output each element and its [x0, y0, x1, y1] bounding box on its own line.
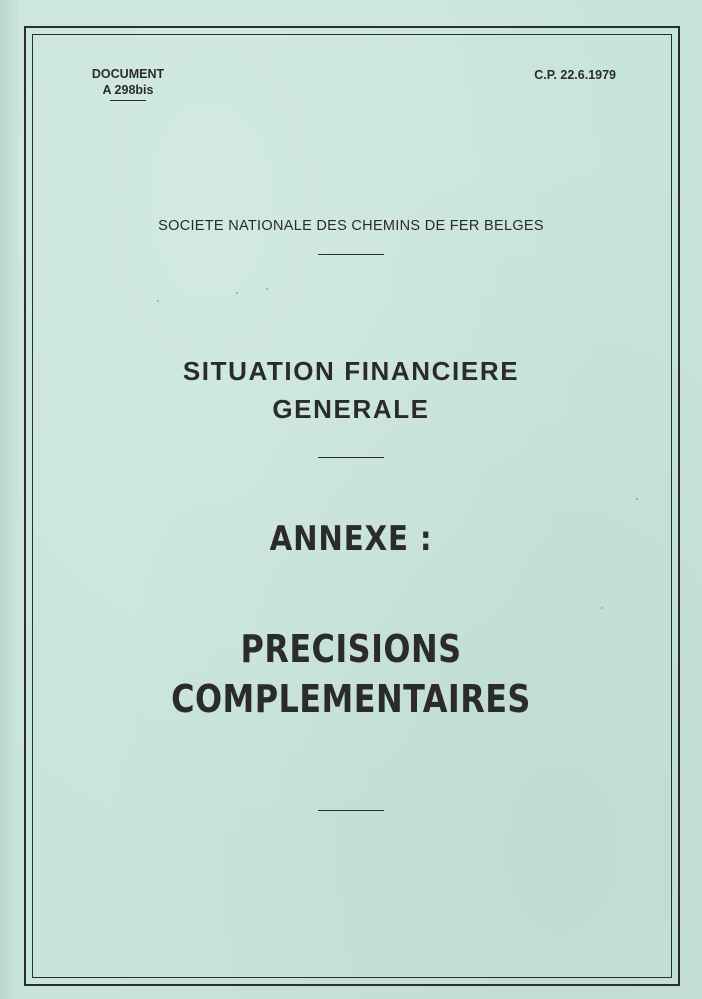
paper-speck — [236, 292, 238, 294]
cp-date-reference: C.P. 22.6.1979 — [534, 68, 616, 82]
annex-subtitle — [56, 624, 646, 724]
divider-rule — [318, 457, 384, 458]
paper-speck — [157, 300, 159, 302]
page-edge-shadow — [0, 0, 18, 999]
document-title — [0, 352, 702, 428]
organization-name: SOCIETE NATIONALE DES CHEMINS DE FER BELGES — [158, 218, 544, 234]
paper-speck — [266, 288, 268, 290]
document-number: A 298bis — [102, 83, 154, 97]
paper-speck — [636, 498, 638, 500]
subtitle-line-1: PRECISIONS — [240, 627, 462, 671]
inner-border-frame — [32, 34, 672, 978]
document-number-underline — [110, 100, 146, 101]
document-label: DOCUMENT — [91, 67, 165, 81]
annex-heading: ANNEXE : — [269, 519, 433, 559]
title-line-2: GENERALE — [272, 394, 430, 424]
title-line-1: SITUATION FINANCIERE — [182, 356, 520, 386]
divider-rule — [318, 254, 384, 255]
paper-speck — [601, 607, 603, 609]
subtitle-line-2: COMPLEMENTAIRES — [171, 677, 531, 721]
divider-rule — [318, 810, 384, 811]
document-reference — [84, 66, 172, 101]
